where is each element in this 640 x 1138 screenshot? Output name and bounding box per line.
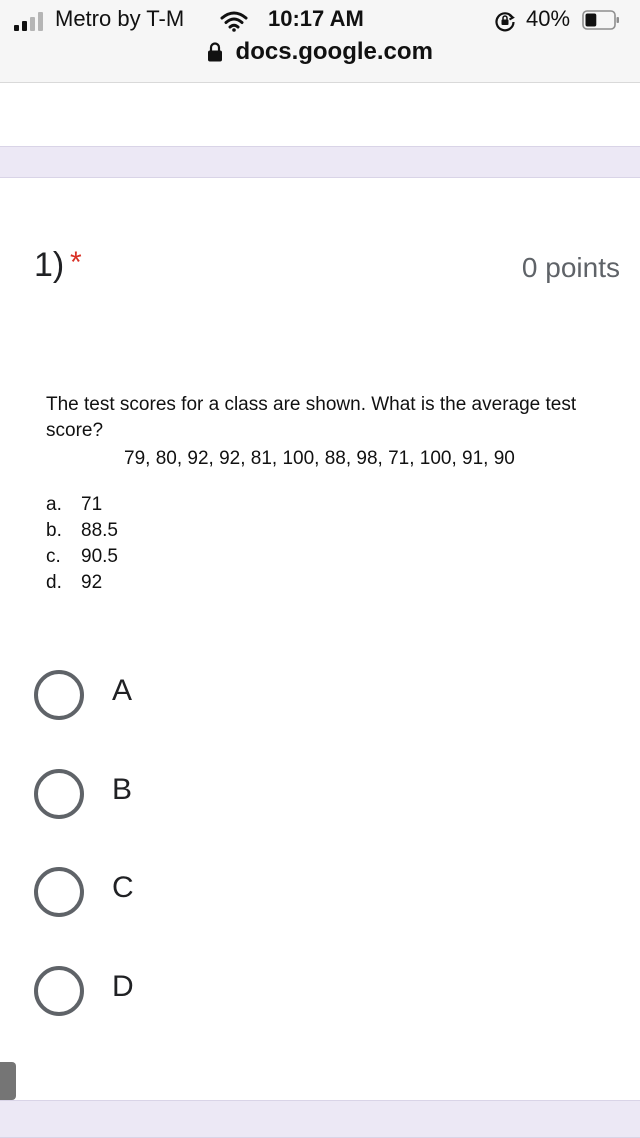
battery-icon [582, 9, 620, 31]
lock-icon [207, 42, 223, 62]
option-label-a: A [112, 674, 133, 707]
radio-button-d[interactable] [34, 966, 84, 1016]
option-label-b: B [112, 773, 133, 806]
question-prompt: The test scores for a class are shown. What is the average test score? [46, 394, 577, 441]
radio-button-c[interactable] [34, 867, 84, 917]
rotation-lock-icon [494, 10, 516, 32]
cellular-signal-icon [14, 11, 48, 31]
choice-value: 71 [81, 494, 103, 515]
test-scores: 79, 80, 92, 92, 81, 100, 88, 98, 71, 100, 91, 90 [124, 448, 515, 469]
option-c[interactable] [34, 867, 334, 915]
option-a[interactable] [34, 670, 334, 718]
required-marker: * [70, 246, 82, 279]
choice-item [46, 544, 606, 570]
wifi-icon [220, 10, 248, 32]
option-label-d: D [112, 970, 134, 1003]
question-points: 0 points [521, 252, 620, 283]
option-d[interactable] [34, 966, 334, 1014]
battery-percent: 40% [526, 6, 571, 31]
option-b[interactable] [34, 769, 334, 817]
choice-item [46, 518, 606, 544]
question-number: 1) [34, 246, 65, 284]
radio-button-a[interactable] [34, 670, 84, 720]
section-divider [0, 146, 640, 178]
option-label-c: C [112, 871, 134, 904]
status-bar [0, 0, 640, 83]
status-time: 10:17 AM [268, 6, 364, 31]
carrier-name: Metro by T-M [55, 6, 185, 31]
choice-list [46, 492, 606, 596]
choice-value: 88.5 [81, 520, 118, 541]
radio-button-b[interactable] [34, 769, 84, 819]
choice-value: 90.5 [81, 546, 118, 567]
choice-letter: a. [46, 494, 62, 515]
choice-letter: d. [46, 572, 62, 593]
choice-letter: c. [46, 546, 61, 567]
choice-item [46, 570, 606, 596]
scroll-handle[interactable] [0, 1062, 16, 1100]
section-divider-bottom [0, 1100, 640, 1138]
address-bar[interactable] [0, 38, 640, 70]
choice-item [46, 492, 606, 518]
url-text: docs.google.com [235, 38, 433, 65]
choice-letter: b. [46, 520, 62, 541]
choice-value: 92 [81, 572, 103, 593]
question-image [46, 392, 606, 596]
